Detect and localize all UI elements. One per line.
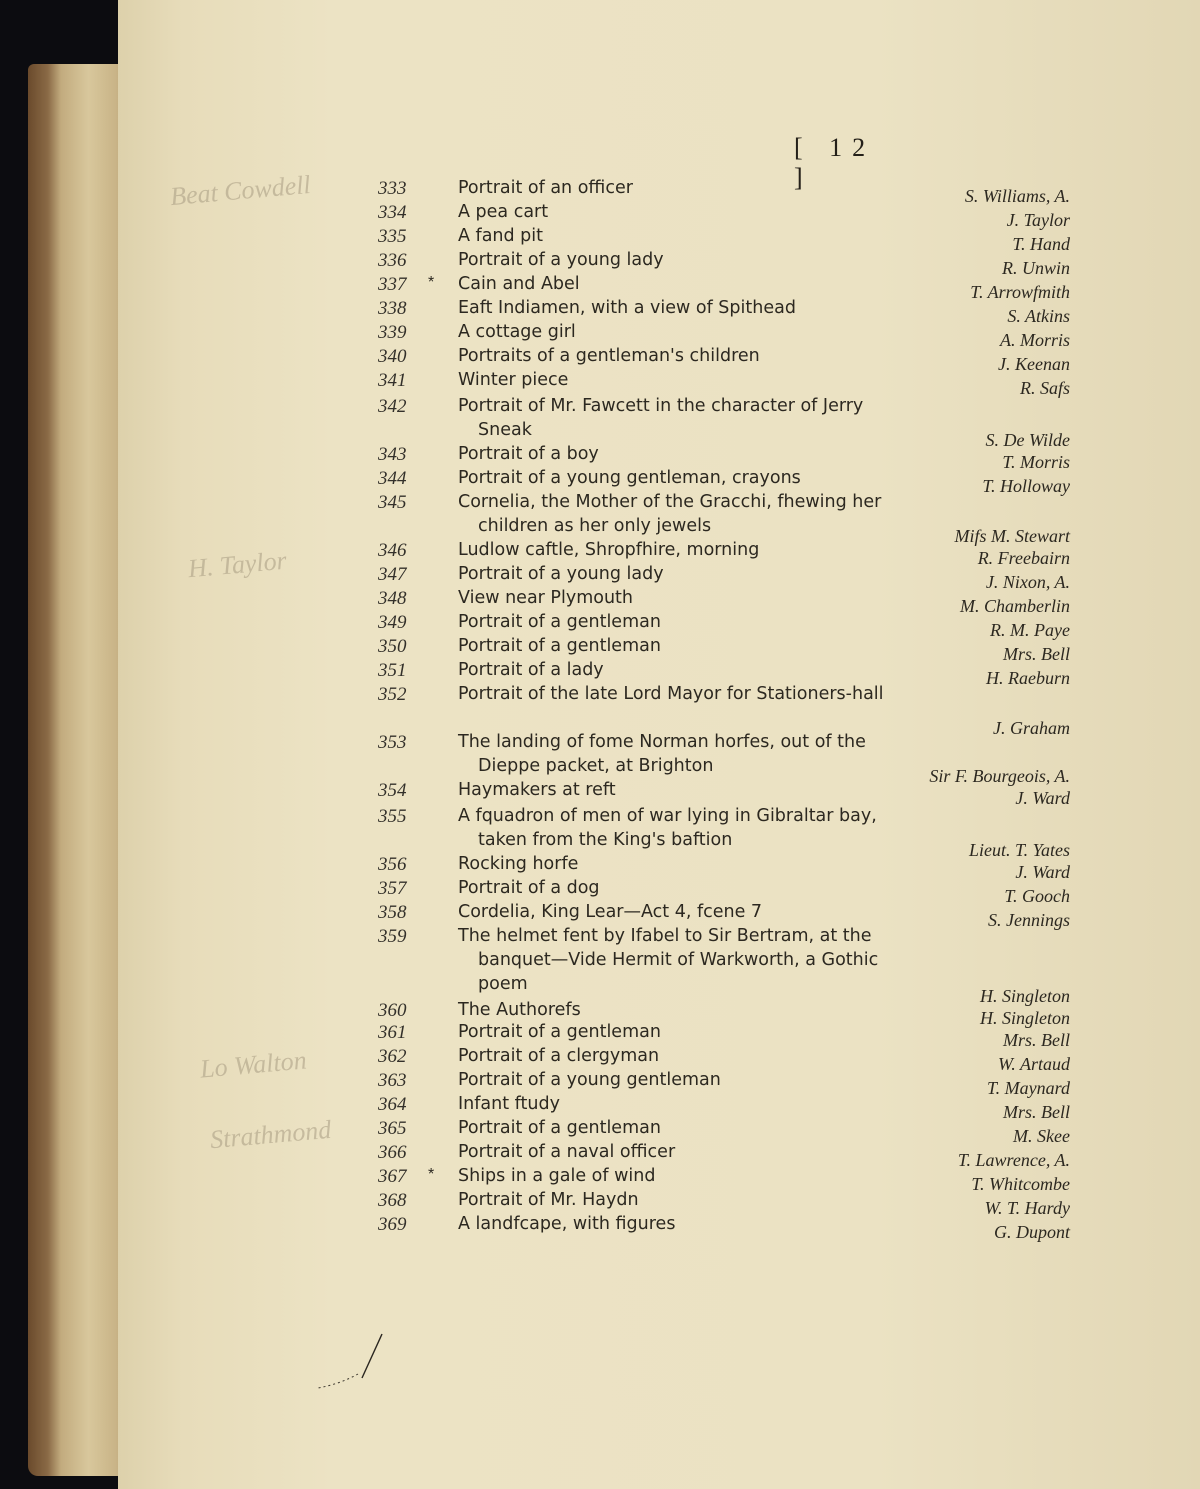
entry-title: Portrait of a young gentleman, crayons	[458, 468, 801, 488]
entry-number: 345	[378, 492, 407, 513]
entry-number: 342	[378, 396, 407, 417]
page-number: [ 12 ]	[794, 133, 876, 192]
entry-number: 355	[378, 806, 407, 827]
catalogue-entry	[0, 806, 1200, 860]
entry-artist: T. Arrowfmith	[970, 282, 1070, 302]
catalogue-entry	[0, 732, 1200, 786]
catalogue-entry	[0, 564, 1200, 592]
catalogue-entry	[0, 202, 1200, 230]
entry-title-continued: Dieppe packet, at Brighton	[478, 756, 714, 776]
entry-artist: Mrs. Bell	[1003, 1102, 1070, 1122]
entry-artist: H. Raeburn	[986, 668, 1070, 688]
entry-number: 335	[378, 226, 407, 247]
catalogue-entry	[0, 396, 1200, 450]
catalogue-entry	[0, 1214, 1200, 1242]
entry-title: Portraits of a gentleman's children	[458, 346, 760, 366]
entry-artist: J. Ward	[1015, 862, 1070, 882]
entry-number: 352	[378, 684, 407, 705]
margin-note: Lo Walton	[198, 1045, 308, 1084]
entry-artist: J. Nixon, A.	[985, 572, 1070, 592]
catalogue-entry	[0, 1142, 1200, 1170]
entry-number: 346	[378, 540, 407, 561]
entry-title: The landing of fome Norman horfes, out of the	[458, 732, 866, 752]
entry-artist: T. Holloway	[982, 476, 1070, 496]
entry-number: 366	[378, 1142, 407, 1163]
entry-title: Portrait of Mr. Haydn	[458, 1190, 639, 1210]
entry-title: Haymakers at reft	[458, 780, 616, 800]
catalogue-entry	[0, 274, 1200, 302]
entry-artist: Mifs M. Stewart	[954, 526, 1070, 546]
entry-number: 336	[378, 250, 407, 271]
entry-artist: S. De Wilde	[985, 430, 1070, 450]
entry-number: 341	[378, 370, 407, 391]
entry-number: 353	[378, 732, 407, 753]
entry-title-continued: taken from the King's baftion	[478, 830, 733, 850]
entry-title: Ludlow caftle, Shropfhire, morning	[458, 540, 760, 560]
entry-number: 362	[378, 1046, 407, 1067]
catalogue-entry	[0, 492, 1200, 546]
entry-artist: T. Gooch	[1004, 886, 1070, 906]
entry-number: 360	[378, 1000, 407, 1021]
entry-title: View near Plymouth	[458, 588, 633, 608]
entry-title: A fand pit	[458, 226, 544, 246]
entry-artist: Lieut. T. Yates	[968, 840, 1070, 860]
catalogue-entry	[0, 660, 1200, 688]
entry-number: 361	[378, 1022, 407, 1043]
entry-number: 363	[378, 1070, 407, 1091]
entry-artist: S. Jennings	[988, 910, 1070, 930]
catalogue-entry	[0, 1190, 1200, 1218]
entry-title: Portrait of a lady	[458, 660, 604, 680]
catalogue-entry	[0, 1022, 1200, 1050]
entry-title-continued: poem	[478, 974, 528, 994]
entry-number: 368	[378, 1190, 407, 1211]
entry-artist: J. Ward	[1015, 788, 1070, 808]
catalogue-entry	[0, 370, 1200, 398]
catalogue-entry	[0, 468, 1200, 496]
catalogue-entry	[0, 226, 1200, 254]
entry-artist: R. Safs	[1019, 378, 1070, 398]
margin-note: Strathmond	[208, 1114, 333, 1155]
entry-title: Portrait of a clergyman	[458, 1046, 660, 1066]
entry-artist: W. Artaud	[997, 1054, 1070, 1074]
entry-title: Portrait of a naval officer	[458, 1142, 676, 1162]
catalogue-entry	[0, 926, 1200, 1006]
entry-title: Portrait of a gentleman	[458, 1118, 661, 1138]
entry-title: A pea cart	[458, 202, 549, 222]
entry-title: Cornelia, the Mother of the Gracchi, fhewing her	[458, 492, 882, 512]
catalogue-entry	[0, 636, 1200, 664]
entry-title: Cordelia, King Lear—Act 4, fcene 7	[458, 902, 763, 922]
entry-artist: J. Graham	[993, 718, 1070, 738]
star-mark: *	[428, 274, 435, 291]
entry-title: The helmet fent by Ifabel to Sir Bertram, at the	[458, 926, 872, 946]
entry-artist: S. Williams, A.	[964, 186, 1070, 206]
entry-number: 367	[378, 1166, 407, 1187]
catalogue-entry	[0, 250, 1200, 278]
entry-title: A landfcape, with figures	[458, 1214, 676, 1234]
entry-artist: R. M. Paye	[990, 620, 1070, 640]
entry-artist: T. Maynard	[987, 1078, 1070, 1098]
catalogue-entry	[0, 684, 1200, 738]
entry-number: 339	[378, 322, 407, 343]
entry-number: 338	[378, 298, 407, 319]
entry-number: 369	[378, 1214, 407, 1235]
entry-artist: T. Lawrence, A.	[957, 1150, 1070, 1170]
entry-title: Portrait of a young gentleman	[458, 1070, 721, 1090]
entry-artist: T. Hand	[1012, 234, 1070, 254]
margin-note: Beat Cowdell	[168, 169, 312, 212]
entry-title-continued: banquet—Vide Hermit of Warkworth, a Gothic	[478, 950, 879, 970]
entry-artist: M. Chamberlin	[960, 596, 1070, 616]
entry-artist: T. Morris	[1002, 452, 1070, 472]
catalogue-entry	[0, 298, 1200, 326]
entry-title-continued: children as her only jewels	[478, 516, 712, 536]
catalogue-entry	[0, 878, 1200, 906]
entry-number: 333	[378, 178, 407, 199]
entry-artist: H. Singleton	[980, 1008, 1070, 1028]
catalogue-entry	[0, 902, 1200, 930]
entry-title: Portrait of a gentleman	[458, 612, 661, 632]
entry-artist: R. Unwin	[1001, 258, 1070, 278]
entry-artist: S. Atkins	[1007, 306, 1070, 326]
entry-title: The Authorefs	[458, 1000, 581, 1020]
entry-artist: A. Morris	[999, 330, 1070, 350]
entry-artist: J. Taylor	[1006, 210, 1070, 230]
catalogue-entry	[0, 1000, 1200, 1028]
entry-number: 359	[378, 926, 407, 947]
entry-title: Portrait of a young lady	[458, 250, 664, 270]
entry-number: 358	[378, 902, 407, 923]
entry-number: 340	[378, 346, 407, 367]
catalogue-entry	[0, 1070, 1200, 1098]
catalogue-entry	[0, 1118, 1200, 1146]
entry-number: 356	[378, 854, 407, 875]
catalogue-entry	[0, 854, 1200, 882]
entry-number: 344	[378, 468, 407, 489]
entry-title: Portrait of a dog	[458, 878, 600, 898]
entry-title: A cottage girl	[458, 322, 576, 342]
catalogue-entry	[0, 1094, 1200, 1122]
entry-title: Rocking horfe	[458, 854, 579, 874]
catalogue-entry	[0, 780, 1200, 808]
entry-title: Portrait of an officer	[458, 178, 633, 198]
entry-number: 348	[378, 588, 407, 609]
catalogue-entry	[0, 612, 1200, 640]
margin-note: H. Taylor	[186, 545, 288, 584]
catalogue-entry	[0, 1166, 1200, 1194]
entry-title: Winter piece	[458, 370, 569, 390]
entry-artist: G. Dupont	[994, 1222, 1070, 1242]
entry-title: Infant ftudy	[458, 1094, 560, 1114]
entry-number: 337	[378, 274, 407, 295]
entry-artist: Sir F. Bourgeois, A.	[929, 766, 1070, 786]
entry-artist: R. Freebairn	[977, 548, 1070, 568]
entry-number: 365	[378, 1118, 407, 1139]
entry-number: 343	[378, 444, 407, 465]
catalogue-entry	[0, 588, 1200, 616]
catalogue-entry	[0, 346, 1200, 374]
entry-number: 351	[378, 660, 407, 681]
entry-title-continued: Sneak	[478, 420, 532, 440]
entry-artist: Mrs. Bell	[1003, 1030, 1070, 1050]
entry-title: Cain and Abel	[458, 274, 580, 294]
entry-artist: M. Skee	[1013, 1126, 1070, 1146]
entry-title: Portrait of a young lady	[458, 564, 664, 584]
entry-number: 354	[378, 780, 407, 801]
entry-title: A fquadron of men of war lying in Gibraltar bay,	[458, 806, 877, 826]
entry-number: 364	[378, 1094, 407, 1115]
entry-title: Eaft Indiamen, with a view of Spithead	[458, 298, 796, 318]
entry-title: Portrait of the late Lord Mayor for Stationers-hall	[458, 684, 884, 704]
entry-number: 357	[378, 878, 407, 899]
star-mark: *	[428, 1166, 435, 1183]
entry-number: 334	[378, 202, 407, 223]
catalogue-entry	[0, 178, 1200, 206]
catalogue-entry	[0, 322, 1200, 350]
entry-title: Ships in a gale of wind	[458, 1166, 656, 1186]
entry-title: Portrait of Mr. Fawcett in the character of Jerry	[458, 396, 864, 416]
entry-number: 350	[378, 636, 407, 657]
entry-title: Portrait of a gentleman	[458, 636, 661, 656]
catalogue-entry	[0, 1046, 1200, 1074]
catalogue-entry	[0, 444, 1200, 472]
entry-artist: H. Singleton	[980, 986, 1070, 1006]
entry-artist: T. Whitcombe	[971, 1174, 1070, 1194]
entry-artist: J. Keenan	[998, 354, 1070, 374]
entry-title: Portrait of a boy	[458, 444, 599, 464]
entry-number: 349	[378, 612, 407, 633]
entry-artist: W. T. Hardy	[984, 1198, 1070, 1218]
entry-artist: Mrs. Bell	[1003, 644, 1070, 664]
entry-title: Portrait of a gentleman	[458, 1022, 661, 1042]
entry-number: 347	[378, 564, 407, 585]
